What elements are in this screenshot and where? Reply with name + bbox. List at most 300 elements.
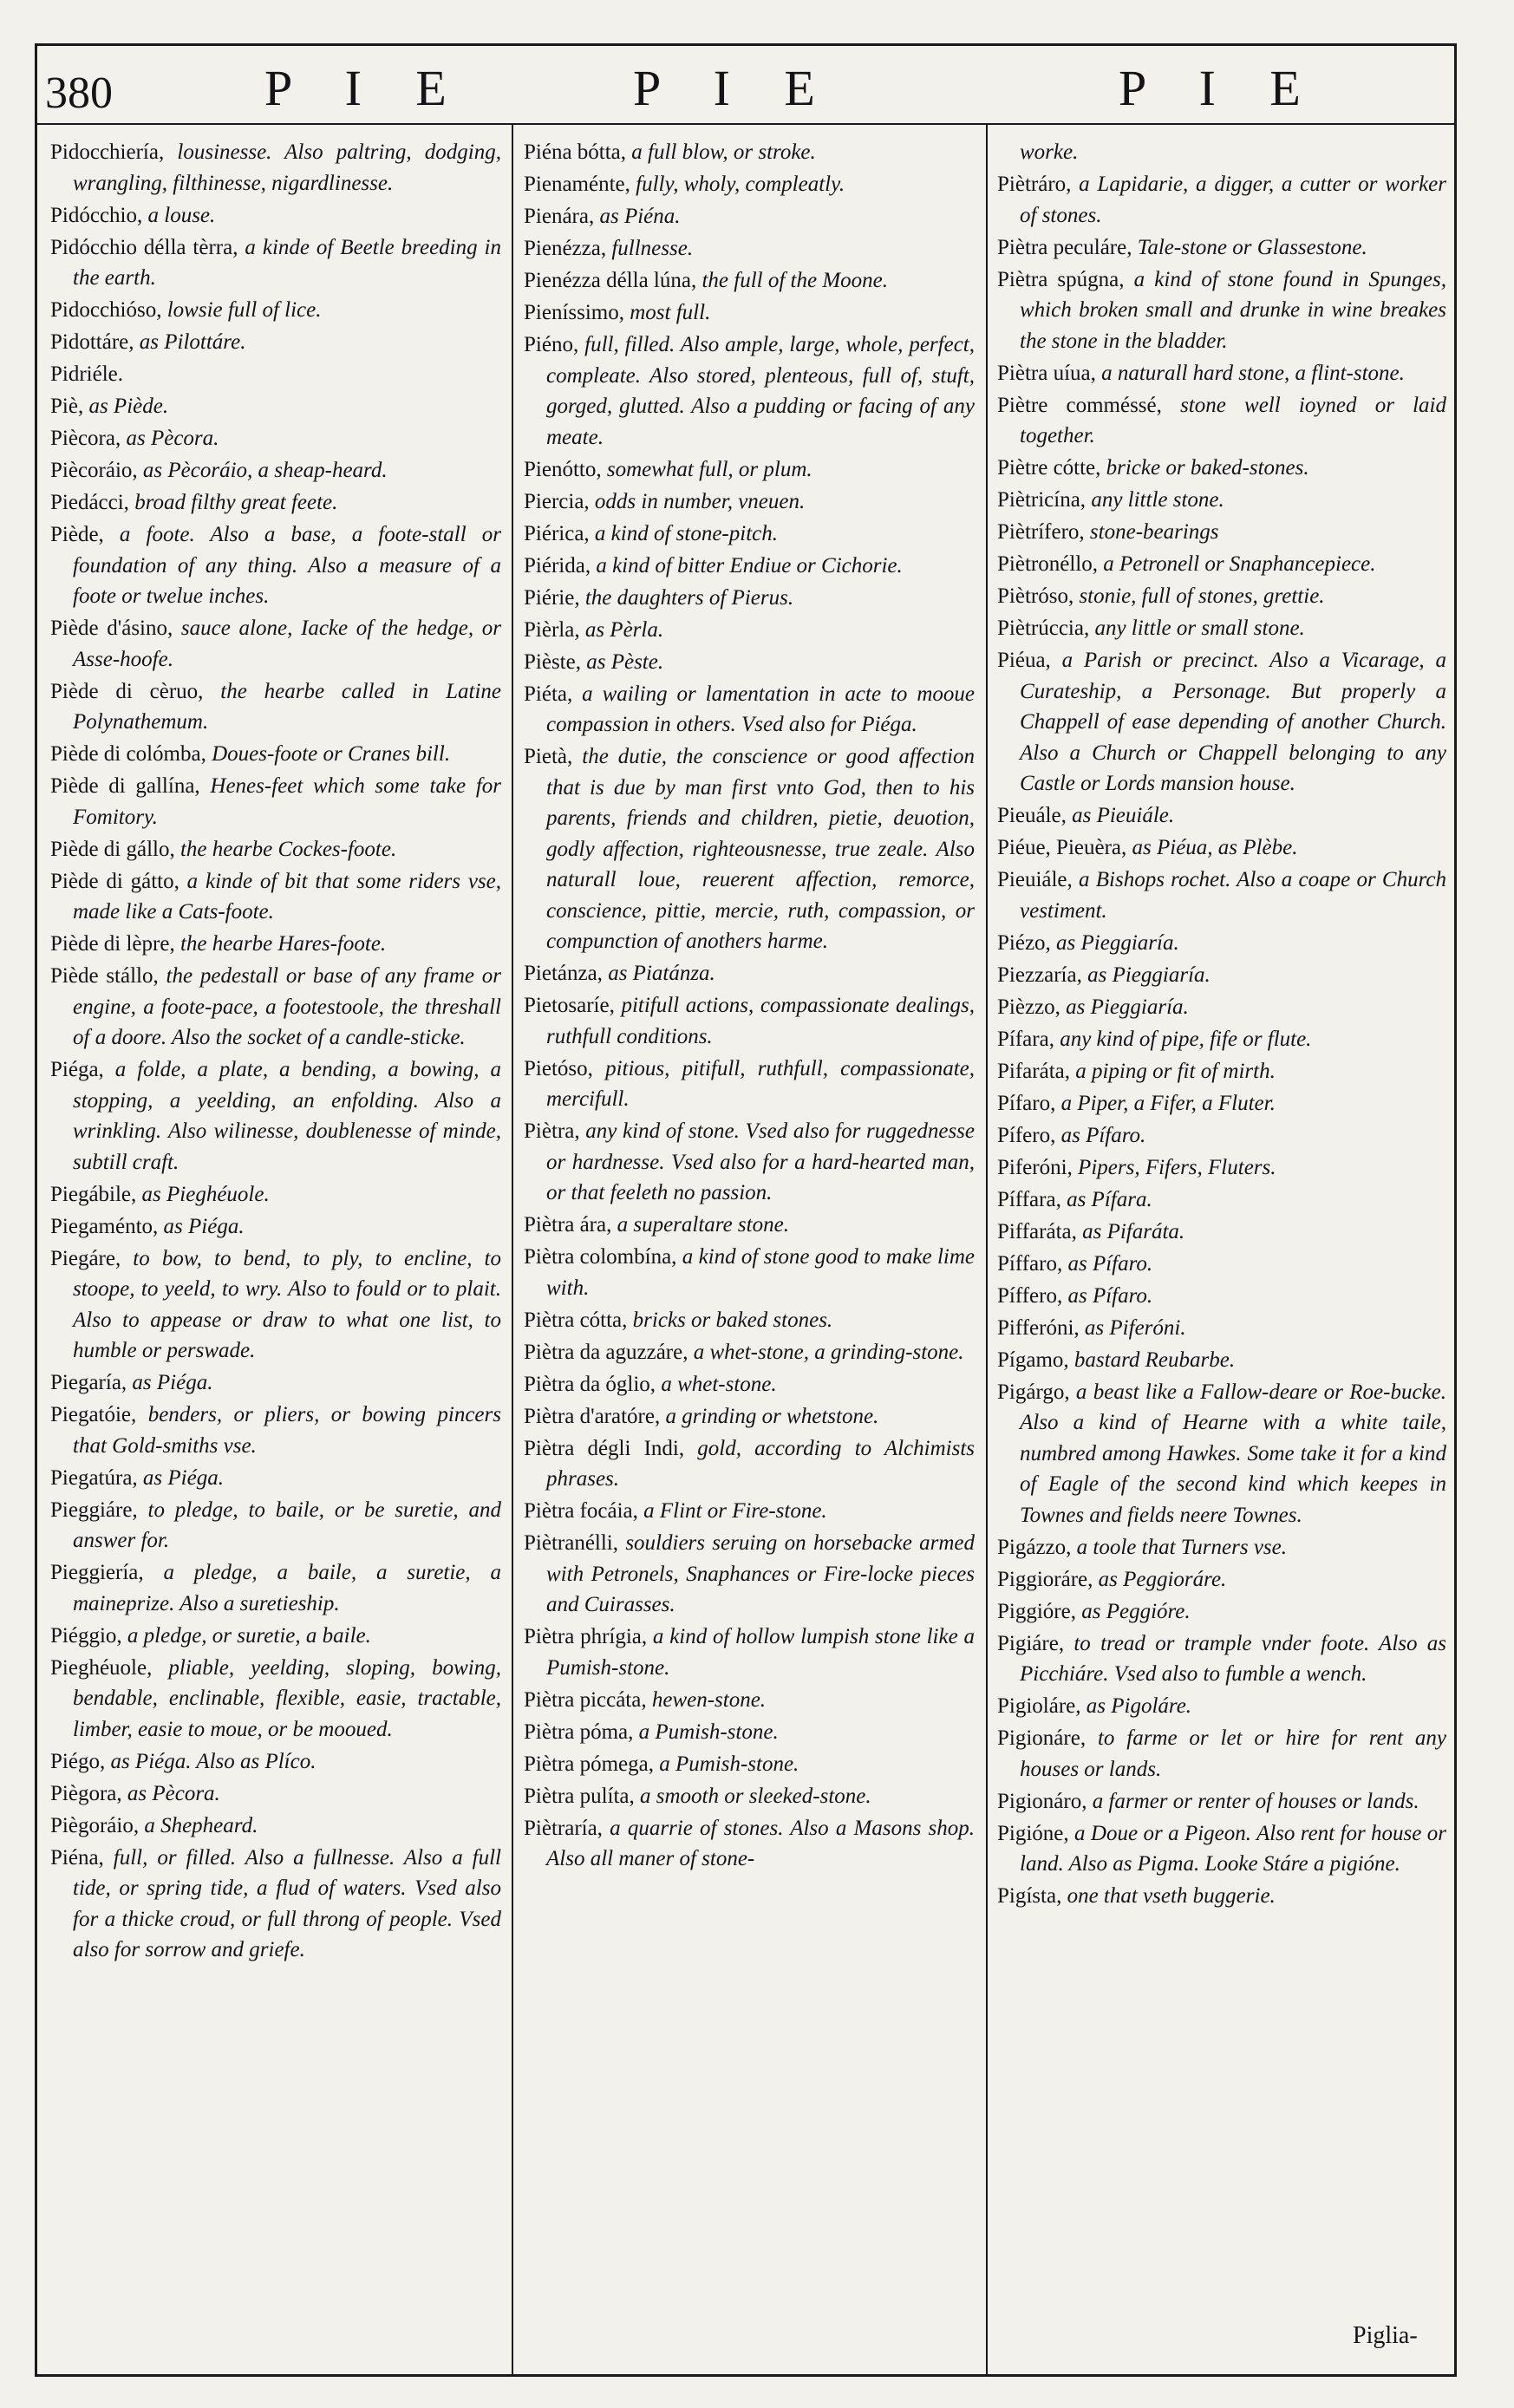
entry-definition: as Pèste. [580,649,664,674]
dictionary-entry [524,1116,975,1209]
dictionary-entry [50,1746,501,1778]
dictionary-entry [50,519,501,612]
entry-headword: Pigioláre, [997,1694,1081,1718]
entry-headword: Piède di gátto, [50,869,179,893]
dictionary-entry [50,676,501,738]
entry-definition: lowsie full of lice. [161,298,322,322]
entry-headword: Piégo, [50,1749,106,1773]
entry-definition: a full blow, or stroke. [626,140,816,164]
entry-definition: hewen-stone. [646,1687,767,1712]
entry-definition: a Shepheard. [139,1813,258,1837]
dictionary-entry [50,327,501,358]
entry-definition: Henes-feet which some take for Fomitory. [73,774,501,829]
dictionary-entry [50,1621,501,1652]
dictionary-entry [997,1184,1446,1216]
entry-headword: Pieggiería, [50,1561,144,1584]
entry-headword: Piètre comméssé, [997,393,1162,417]
dictionary-entry [997,1217,1446,1248]
entry-definition: as Pífaro. [1055,1123,1146,1147]
dictionary-entry [524,1717,975,1748]
running-head: P I E [1119,60,1321,116]
entry-definition: benders, or pliers, or bowing pincers that Gold-smiths vse. [73,1403,501,1458]
dictionary-entry [524,990,975,1052]
entry-headword: Piède, [50,523,104,546]
entry-headword: Piérica, [524,521,590,545]
entry-definition: as Piéga. [137,1465,224,1490]
entry-headword: Piggióre, [997,1599,1076,1623]
entry-headword: Pifferóni, [997,1315,1080,1340]
dictionary-entry [524,201,975,232]
frame-rule-top [35,43,1457,46]
dictionary-entry [524,615,975,646]
dictionary-entry [50,1653,501,1746]
dictionary-entry [997,517,1446,548]
dictionary-entry [997,1024,1446,1055]
entry-definition: a Lapidarie, a digger, a cutter or worker of stones. [1020,173,1446,227]
entry-headword: Piètrúccia, [997,617,1090,640]
dictionary-entry [524,1528,975,1621]
entry-headword: Pígamo, [997,1348,1069,1372]
entry-definition: souldiers seruing on horsebacke armed with Petronels, Snaphances or Fire-locke pieces and Cuirasses. [546,1531,975,1616]
entry-definition: full, filled. Also ample, large, whole, perfect, compleate. Also stored, plenteous, full of, stuft, gorged, glutted. Also a pudding or facing of any meate. [546,333,975,449]
entry-definition: the dutie, the conscience or good affection that is due by man first vnto God, then to his parents, friends and children, pietie, deuotion, godly affection, righteousnesse, true zeale. Also naturall loue, reuerent affection, remorce, conscience, pittie, mercie, ruth, compassion, or compunction of anothers harme. [546,745,975,953]
entry-definition: as Pigoláre. [1080,1694,1192,1718]
entry-headword: Pietóso, [524,1056,593,1080]
entry-definition: stone-bearings [1084,520,1219,544]
dictionary-entry [50,423,501,454]
entry-headword: Piètre cótte, [997,456,1101,480]
entry-definition: as Pieuiále. [1066,804,1175,827]
entry-headword: Piètricína, [997,488,1087,512]
entry-headword: Pietánza, [524,962,603,985]
dictionary-entry [50,961,501,1054]
entry-definition: a smooth or sleeked-stone. [634,1784,871,1808]
frame-rule-right [1454,43,1457,2376]
entry-definition: a folde, a plate, a bending, a bowing, a stopping, a yeelding, an enfolding. Also a wrinkling. Also wilinesse, doublenesse of minde, subtill craft. [73,1058,501,1174]
entry-headword: Piegatóie, [50,1403,137,1426]
entry-definition: as Pieggiaría. [1060,995,1189,1019]
entry-definition: full, or filled. Also a fullnesse. Also a full tide, or spring tide, a flud of waters. Vsed also for a thicke croud, or full throng of people. Vsed also for sorrow and griefe. [73,1845,501,1961]
entry-definition: a whet-stone. [656,1372,777,1396]
dictionary-entry [524,1685,975,1716]
entry-definition: as Peggioráre. [1093,1567,1227,1591]
entry-headword: Pienaménte, [524,173,630,196]
entry-definition: a whet-stone, a grinding-stone. [688,1340,964,1364]
entry-headword: Piècora, [50,427,121,450]
entry-headword: Piffaráta, [997,1219,1077,1243]
entry-definition: a pledge, or suretie, a baile. [121,1623,371,1648]
entry-definition: a Bishops rochet. Also a coape or Church vestiment. [1020,868,1446,923]
entry-headword: Piède d'ásino, [50,617,173,640]
entry-headword: Piètrífero, [997,520,1085,544]
entry-headword: Pigiáre, [997,1631,1065,1655]
entry-headword: Pidottáre, [50,330,134,354]
entry-headword: Piferóni, [997,1155,1073,1179]
entry-definition: as Pilottáre. [134,330,246,354]
entry-definition: sauce alone, Iacke of the hedge, or Asse-hoofe. [73,617,501,671]
dictionary-entry [50,1811,501,1842]
entry-headword: Piètra, [524,1119,580,1143]
entry-definition: a kind of stone-pitch. [589,521,778,545]
entry-definition: to pledge, to baile, or be suretie, and answer for. [73,1498,501,1552]
entry-headword: Pienótto, [524,457,602,481]
dictionary-entry [50,1778,501,1810]
entry-headword: Pifaráta, [997,1059,1070,1083]
dictionary-entry [997,832,1446,864]
dictionary-entry [997,581,1446,612]
entry-definition: fullnesse. [606,237,694,260]
entry-headword: Pidócchio, [50,203,143,227]
entry-headword: Piéua, [997,649,1051,672]
dictionary-entry [997,1345,1446,1376]
entry-definition: any little or small stone. [1089,617,1305,640]
entry-headword: Piéno, [524,333,579,356]
catchword: Piglia- [1353,2322,1418,2349]
entry-headword: Piètra piccáta, [524,1687,647,1712]
entry-headword: Pieuále, [997,804,1067,827]
dictionary-entry [50,771,501,832]
dictionary-entry [50,1557,501,1619]
entry-definition: as Pieggiaría. [1050,930,1179,955]
dictionary-entry [524,741,975,957]
dictionary-entry [997,1723,1446,1785]
entry-definition: as Peggióre. [1075,1599,1191,1623]
dictionary-entry [997,1313,1446,1344]
entry-definition: a kind of stone found in Spunges, which broken small and drunke in wine breakes the stone in the bladder. [1020,267,1446,353]
dictionary-entry [524,958,975,989]
column-3 [997,137,1446,2357]
entry-headword: Piètra spúgna, [997,267,1125,291]
dictionary-entry [50,391,501,422]
dictionary-entry [997,865,1446,926]
entry-headword: Piegábile, [50,1182,137,1206]
dictionary-entry [997,1786,1446,1817]
entry-headword: Pidriéle. [50,362,124,386]
dictionary-entry [524,1369,975,1400]
dictionary-entry [997,358,1446,389]
dictionary-entry [50,487,501,519]
dictionary-entry [50,1054,501,1178]
entry-definition: stone well ioyned or laid together. [1020,393,1446,447]
entry-headword: Piètra ára, [524,1213,612,1237]
dictionary-entry [50,1179,501,1211]
entry-definition: a naturall hard stone, a flint-stone. [1095,361,1405,385]
entry-headword: Pienézza, [524,237,607,260]
entry-definition: a Pumish-stone. [633,1720,779,1744]
entry-definition: as Pífara. [1060,1187,1152,1211]
dictionary-entry [997,645,1446,799]
entry-definition: a kinde of bit that some riders vse, made like a Cats-foote. [73,869,501,923]
entry-definition: to bow, to bend, to ply, to encline, to stoope, to yeeld, to wry. Also to fould or to plait. Also to appease or draw to what one list, to humble or perswade. [73,1246,501,1362]
dictionary-entry [997,960,1446,991]
dictionary-entry [997,169,1446,231]
dictionary-entry [524,265,975,297]
entry-headword: Pífero, [997,1123,1056,1147]
entry-definition: the pedestall or base of any frame or engine, a foote-pace, a footestoole, the threshall of a doore. Also the socket of a candle-sticke. [73,964,501,1049]
dictionary-entry [50,613,501,675]
dictionary-entry [524,486,975,518]
entry-headword: Piècoráio, [50,459,138,482]
entry-headword: Piègoráio, [50,1813,140,1837]
entry-headword: Píffara, [997,1187,1061,1211]
dictionary-entry [524,1813,975,1875]
dictionary-entry [524,1749,975,1780]
entry-definition: any kind of stone. Vsed also for ruggednesse or hardnesse. Vsed also for a hard-hearted man, or that feeleth no passion. [546,1119,975,1204]
dictionary-entry [524,1305,975,1336]
frame-rule-bottom [35,2374,1457,2377]
entry-definition: as Pífaro. [1062,1251,1153,1276]
entry-headword: Piètra póma, [524,1720,634,1744]
entry-definition: to farme or let or hire for rent any houses or lands. [1020,1726,1446,1781]
entry-headword: Piegaménto, [50,1214,159,1238]
entry-definition: a wailing or lamentation in acte to mooue compassion in others. Vsed also for Piéga. [546,682,975,736]
entry-definition: a toole that Turners vse. [1071,1535,1287,1559]
entry-headword: Pieggiáre, [50,1498,138,1522]
dictionary-entry [997,549,1446,580]
dictionary-entry [997,264,1446,357]
dictionary-entry [524,137,975,168]
entry-definition: a beast like a Fallow-deare or Roe-bucke. Also a kind of Hearne with a white taile, numbred among Hawkes. Some take it for a kind of Eagle of the second kind which keepes in Townes and fields neere Townes. [1020,1380,1446,1527]
dictionary-entry [997,1056,1446,1087]
dictionary-entry [524,519,975,550]
entry-headword: Piètra da aguzzáre, [524,1340,688,1364]
entry-headword: Piède di gállo, [50,837,175,861]
entry-headword: Piéna, [50,1845,104,1870]
entry-definition: fully, wholy, compleatly. [630,173,845,196]
entry-definition: as Pèrla. [579,617,664,642]
dictionary-entry [997,613,1446,644]
entry-definition: a Parish or precinct. Also a Vicarage, a Curateship, a Personage. But properly a Chappell of ease depending of another Church. Also a Church or Chappell belonging to any Castle or Lords mansion house. [1020,649,1446,795]
entry-headword: Piètra pulíta, [524,1784,635,1808]
entry-definition: a kind of stone good to make lime with. [546,1245,975,1300]
dictionary-entry [524,551,975,582]
dictionary-entry [50,834,501,865]
entry-definition: odds in number, vneuen. [589,489,806,513]
entry-definition: pitious, pitifull, ruthfull, compassionate, mercifull. [546,1056,975,1111]
dictionary-entry [997,232,1446,264]
entry-definition: as Piéua, as Plèbe. [1126,836,1298,859]
entry-headword: Piède stállo, [50,964,159,988]
entry-definition: a grinding or whetstone. [660,1404,879,1428]
entry-definition: as Pieggiaría. [1081,963,1211,987]
entry-headword: Pigióne, [997,1821,1069,1845]
page-number: 380 [45,69,113,118]
entry-headword: Piercia, [524,489,590,513]
entry-definition: a kinde of Beetle breeding in the earth. [73,235,501,290]
dictionary-entry [524,233,975,264]
dictionary-entry [50,929,501,960]
entry-headword: Piéga, [50,1058,104,1081]
entry-definition: as Pieghéuole. [136,1182,270,1206]
entry-headword: Piéggio, [50,1623,122,1648]
dictionary-entry [997,1249,1446,1280]
dictionary-entry [50,739,501,770]
dictionary-entry [524,1433,975,1495]
entry-definition: somewhat full, or plum. [601,457,812,481]
entry-definition: the full of the Moone. [696,269,889,292]
entry-headword: Piètráro, [997,173,1072,196]
dictionary-entry [997,390,1446,452]
dictionary-entry [50,866,501,928]
dictionary-entry [997,137,1446,168]
entry-definition: Pipers, Fifers, Fluters. [1072,1155,1276,1179]
entry-definition: stonie, full of stones, grettie. [1074,584,1325,608]
entry-headword: Piètra uíua, [997,361,1096,385]
dictionary-entry [50,1367,501,1399]
dictionary-entry [524,679,975,741]
dictionary-entry [524,647,975,678]
entry-definition: Tale-stone or Glassestone. [1132,235,1367,259]
dictionary-entry [524,1401,975,1432]
entry-definition: a louse. [142,203,216,227]
dictionary-entry [524,1781,975,1812]
entry-headword: Pièste, [524,649,581,674]
dictionary-entry [997,1281,1446,1312]
entry-headword: Pigionáro, [997,1789,1087,1813]
dictionary-entry [524,297,975,329]
entry-headword: Piède di lèpre, [50,932,175,956]
header-rule [35,123,1457,125]
dictionary-entry [50,137,501,199]
entry-definition: a kind of hollow lumpish stone like a Pumish-stone. [546,1625,975,1680]
entry-headword: Piegáre, [50,1246,121,1270]
dictionary-entry [997,800,1446,832]
dictionary-entry [997,1818,1446,1880]
dictionary-entry [524,1054,975,1115]
entry-definition: Doues-foote or Cranes bill. [206,742,451,766]
entry-headword: Pienára, [524,205,595,228]
entry-headword: Piètra peculáre, [997,235,1132,259]
dictionary-entry [997,453,1446,484]
column-rule [512,125,513,2374]
entry-headword: Pigionáre, [997,1726,1087,1750]
dictionary-entry [997,1152,1446,1184]
entry-headword: Piède di colómba, [50,742,206,766]
running-head: P I E [633,60,836,116]
dictionary-entry [524,1622,975,1683]
entry-definition: as Piéga. Also as Plíco. [105,1749,317,1773]
dictionary-entry [524,583,975,614]
column-1 [50,137,501,2357]
entry-headword: Piède di gallína, [50,774,200,798]
entry-definition: as Piéga. [158,1214,245,1238]
entry-definition: as Pifaráta. [1076,1219,1185,1243]
entry-definition: a Pumish-stone. [653,1752,799,1776]
entry-definition: as Piéna. [594,205,681,228]
entry-headword: Piéna bótta, [524,140,627,164]
entry-headword: Píffaro, [997,1251,1063,1276]
entry-definition: any kind of pipe, fife or flute. [1054,1027,1312,1051]
entry-definition: most full. [624,301,711,324]
entry-headword: Piètra da óglio, [524,1372,656,1396]
entry-definition: lousinesse. Also paltring, dodging, wrangling, filthinesse, nigardlinesse. [73,140,501,195]
dictionary-entry [997,485,1446,516]
entry-headword: Pigísta, [997,1884,1062,1908]
entry-headword: Piè, [50,395,84,418]
entry-definition: a kind of bitter Endiue or Cichorie. [591,553,903,578]
dictionary-entry [50,359,501,390]
entry-definition: as Piéga. [127,1371,213,1394]
entry-definition: bastard Reubarbe. [1068,1348,1236,1372]
dictionary-entry [50,232,501,294]
entry-definition: the hearbe Hares-foote. [174,932,387,956]
column-rule [986,125,988,2374]
entry-definition: as Pècoráio, a sheap-heard. [137,459,388,482]
dictionary-entry [997,1377,1446,1531]
entry-headword: Piètra focáia, [524,1499,638,1523]
entry-headword: Pífara, [997,1027,1054,1051]
entry-headword: Piézo, [997,930,1051,955]
entry-headword: Piètróso, [997,584,1074,608]
entry-headword: Piérida, [524,553,591,578]
frame-rule-left [35,43,37,2376]
entry-definition: a foote. Also a base, a foote-stall or foundation of any thing. Also a measure of a foote or twelue inches. [73,523,501,608]
running-head: P I E [264,60,467,116]
entry-definition: as Pècora. [121,427,219,450]
entry-definition: as Piède. [83,395,169,418]
entry-headword: Piggioráre, [997,1567,1093,1591]
dictionary-entry [50,1400,501,1461]
entry-headword: Piètra colombína, [524,1245,677,1269]
entry-definition: pliable, yeelding, sloping, bowing, bendable, enclinable, flexible, easie, tractable, limber, easie to moue, or be mooued. [73,1655,501,1741]
dictionary-entry [997,992,1446,1023]
entry-definition: broad filthy great feete. [128,491,338,514]
entry-headword: Piegaría, [50,1371,127,1394]
dictionary-entry [50,1243,501,1367]
entry-definition: as Piferóni. [1079,1315,1186,1340]
entry-headword: Piètranélli, [524,1531,618,1555]
entry-definition: a superaltare stone. [611,1213,789,1237]
dictionary-entry [524,1210,975,1241]
entry-headword: Piètronéllo, [997,552,1098,576]
dictionary-entry [50,200,501,232]
entry-headword: Piéue, Pieuèra, [997,836,1127,859]
entry-definition: gold, according to Alchimists phrases. [546,1436,975,1491]
entry-headword: Pièzzo, [997,995,1060,1019]
entry-definition: a quarrie of stones. Also a Masons shop. Also all maner of stone- [546,1816,975,1870]
entry-definition: a piping or fit of mirth. [1069,1059,1276,1083]
entry-definition: a Flint or Fire-stone. [637,1499,827,1523]
entry-definition: any little stone. [1086,488,1224,512]
dictionary-entry [524,1496,975,1527]
entry-headword: Piegatúra, [50,1465,138,1490]
entry-headword: Pigázzo, [997,1535,1072,1559]
dictionary-entry [524,1242,975,1303]
entry-headword: Piètra cótta, [524,1308,628,1332]
entry-headword: Pieghéuole, [50,1655,153,1680]
entry-headword: Piètra d'aratóre, [524,1404,661,1428]
entry-headword: Píffero, [997,1283,1063,1308]
dictionary-entry [997,1120,1446,1152]
entry-definition: to tread or trample vnder foote. Also as Picchiáre. Vsed also to fumble a wench. [1020,1631,1446,1686]
dictionary-entry [997,1628,1446,1690]
column-2 [524,137,975,2357]
entry-headword: Pieuiále, [997,868,1073,891]
entry-definition: pitifull actions, compassionate dealings, ruthfull conditions. [546,994,975,1048]
dictionary-entry [50,1463,501,1494]
entry-headword: Pidocchiería, [50,140,165,164]
dictionary-entry [50,1843,501,1966]
entry-definition: bricks or baked stones. [627,1308,833,1332]
dictionary-entry [524,454,975,486]
entry-headword: Piérie, [524,585,580,610]
dictionary-entry [50,455,501,486]
entry-definition: a Doue or a Pigeon. Also rent for house or land. Also as Pigma. Looke Stáre a pigióne. [1020,1821,1446,1876]
entry-headword: Piedácci, [50,491,129,514]
dictionary-entry [997,1596,1446,1628]
entry-headword: Piède di cèruo, [50,679,204,703]
dictionary-entry [524,330,975,453]
